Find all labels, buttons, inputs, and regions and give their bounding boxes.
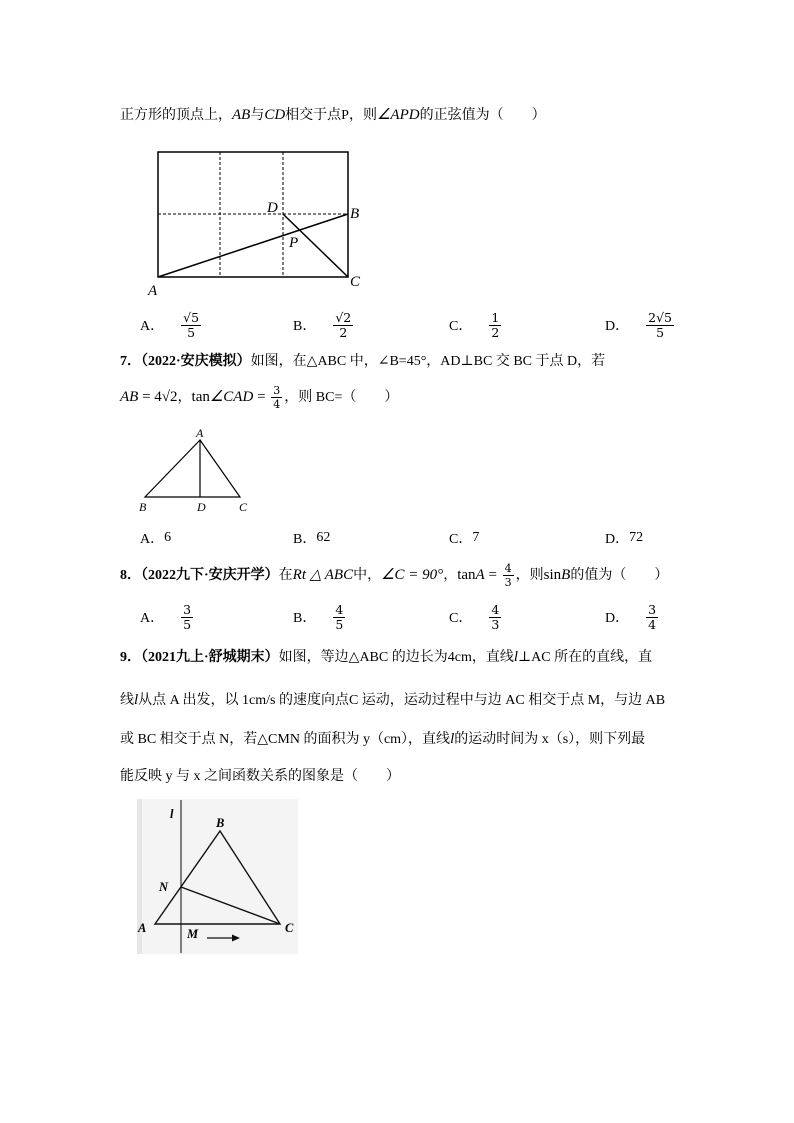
fraction-denominator: 2 (339, 324, 348, 340)
q6-option-b[interactable] (293, 309, 355, 341)
q9-stem-line-1 (120, 647, 652, 667)
label-d: D (267, 200, 278, 216)
fraction-numerator: 4 (491, 601, 500, 617)
q8-option-b[interactable] (293, 601, 347, 633)
q8-angle-c: ∠C = 90° (381, 567, 444, 583)
q6-option-c[interactable] (449, 309, 503, 341)
q9-equilateral-triangle-figure (130, 795, 305, 960)
q9-stem-line-2 (120, 690, 665, 710)
segment-ab-line (158, 214, 348, 277)
label-l: l (170, 807, 174, 821)
q8-number: 8． (120, 568, 141, 583)
q8-text-5: 的值为（ ） (570, 568, 669, 583)
q7-angle-cad: ∠CAD (209, 389, 254, 405)
option-letter: A． (140, 611, 165, 626)
label-n: N (159, 880, 169, 894)
option-letter: C． (449, 532, 473, 547)
q9-text-2b: 从点 A 出发，以 1cm/s 的速度向点C 运动，运动过程中与边 AC 相交于点 M，与边 AB (138, 693, 666, 708)
q7-stem-tail: ，则 BC=（ ） (284, 390, 399, 405)
q7-ab-value: = 4√2 (138, 389, 178, 405)
q8-var-b: B (561, 567, 571, 583)
q8-option-c[interactable] (449, 601, 503, 633)
q9-line-l: l (513, 649, 518, 665)
q6-angle-apd: ∠APD (376, 107, 420, 123)
option-letter: D． (605, 319, 630, 334)
option-letter: A． (140, 319, 165, 334)
fraction-denominator: 4 (273, 398, 281, 412)
option-letter: B． (293, 532, 317, 547)
label-p: P (289, 235, 299, 251)
option-fraction (489, 603, 501, 632)
q8-text-3: ， (443, 568, 458, 583)
q7-segment-ab: AB (120, 389, 139, 405)
option-letter: D． (605, 532, 630, 547)
option-value: 62 (316, 530, 331, 545)
fraction-numerator: 4 (504, 562, 512, 576)
q6-segment-ab: AB (232, 107, 251, 123)
q8-source: （2022九下·安庆开学） (141, 568, 279, 583)
q7-tan-function: tan (191, 389, 210, 405)
q8-tan-function: tan (457, 567, 476, 583)
option-letter: C． (449, 611, 473, 626)
q9-text-3a: 或 BC 相交于点 N，若△CMN 的面积为 y（cm），直线 (120, 732, 451, 747)
q9-source: （2021九上·舒城期末） (141, 650, 279, 665)
q9-line-l: l (450, 731, 455, 747)
q9-text-4: 能反映 y 与 x 之间函数关系的图象是（ ） (120, 769, 400, 784)
option-letter: A． (140, 532, 165, 547)
label-m: M (187, 927, 199, 941)
option-value: 7 (472, 530, 480, 545)
q6-stem-text-1: 正方形的顶点上， (120, 108, 232, 123)
q7-comma: ， (177, 390, 192, 405)
q9-text-1a: 如图，等边△ABC 的边长为4cm，直线 (278, 650, 514, 665)
option-fraction (333, 603, 345, 632)
q8-text-2: 中， (353, 568, 382, 583)
q9-text-3b: 的运动时间为 x（s），则下列最 (454, 732, 646, 747)
label-b: B (139, 500, 147, 514)
q6-segment-cd: CD (264, 107, 286, 123)
q9-text-2a: 线 (120, 693, 134, 708)
q8-text-1: 在 (278, 568, 293, 583)
fraction-numerator: 3 (648, 601, 657, 617)
label-b: B (350, 206, 360, 222)
q7-stem-line-1 (120, 352, 605, 372)
option-fraction (181, 603, 193, 632)
option-fraction (489, 311, 501, 340)
label-c: C (285, 921, 294, 935)
label-a: A (138, 921, 147, 935)
fraction-denominator: 5 (187, 324, 196, 340)
label-c: C (350, 274, 361, 290)
q9-text-1b: ⊥AC 所在的直线，直 (518, 650, 653, 665)
fraction-denominator: 3 (491, 616, 500, 632)
q8-equals: = (484, 567, 501, 583)
q8-option-d[interactable] (605, 601, 660, 633)
q6-option-d[interactable] (605, 309, 676, 341)
q7-option-c[interactable] (449, 528, 479, 548)
q7-option-a[interactable] (140, 528, 171, 548)
q7-equals: = (253, 389, 270, 405)
label-c: C (239, 500, 248, 514)
option-value: 72 (629, 530, 644, 545)
q7-stem-line-2 (120, 381, 398, 413)
q6-stem-text-3: 相交于点P，则 (285, 108, 377, 123)
option-fraction (646, 603, 658, 632)
q7-option-b[interactable] (293, 528, 330, 548)
q7-stem-text: 如图，在△ABC 中，∠B=45°，AD⊥BC 交 BC 于点 D，若 (250, 354, 606, 369)
option-fraction (181, 311, 201, 340)
fraction-numerator: 3 (183, 601, 192, 617)
q9-number: 9． (120, 650, 141, 665)
fraction-denominator: 5 (656, 324, 665, 340)
fraction-numerator: 1 (491, 309, 500, 325)
q8-var-a: A (475, 567, 485, 583)
q6-stem-text-2: 与 (250, 108, 265, 123)
q9-stem-line-3 (120, 729, 645, 749)
q8-option-a[interactable] (140, 601, 195, 633)
fraction-numerator: √5 (183, 309, 200, 325)
option-letter: B． (293, 319, 317, 334)
fraction-numerator: 3 (273, 384, 281, 398)
option-letter: B． (293, 611, 317, 626)
q7-tan-fraction (271, 384, 282, 411)
fraction-numerator: √2 (335, 309, 352, 325)
q7-option-d[interactable] (605, 528, 643, 548)
fraction-denominator: 2 (491, 324, 500, 340)
q8-tan-fraction (503, 562, 514, 589)
fraction-numerator: 4 (335, 601, 344, 617)
q6-grid-figure (140, 140, 375, 305)
fraction-denominator: 5 (335, 616, 344, 632)
q8-text-4: ，则 (515, 568, 544, 583)
fraction-denominator: 4 (648, 616, 657, 632)
q7-number: 7． (120, 354, 141, 369)
q6-stem-text-4: 的正弦值为（ ） (419, 108, 546, 123)
triangle-abc (145, 440, 240, 497)
label-a: A (148, 283, 158, 299)
q8-stem-line (120, 559, 668, 591)
label-d: D (197, 500, 206, 514)
q9-line-l: l (134, 692, 139, 708)
option-fraction (333, 311, 353, 340)
option-letter: D． (605, 611, 630, 626)
option-letter: C． (449, 319, 473, 334)
q7-source: （2022·安庆模拟） (141, 354, 251, 369)
q6-option-a[interactable] (140, 309, 203, 341)
option-value: 6 (164, 530, 172, 545)
label-a: A (196, 426, 204, 440)
fraction-numerator: 2√5 (648, 309, 672, 325)
q8-right-triangle: Rt △ ABC (292, 567, 354, 583)
option-fraction (646, 311, 674, 340)
fraction-denominator: 3 (504, 576, 512, 590)
q7-triangle-figure (130, 420, 260, 520)
q6-stem-line (120, 105, 546, 125)
q8-sin-function: sin (543, 567, 562, 583)
label-b: B (216, 816, 225, 830)
fraction-denominator: 5 (183, 616, 192, 632)
q9-stem-line-4 (120, 767, 400, 787)
